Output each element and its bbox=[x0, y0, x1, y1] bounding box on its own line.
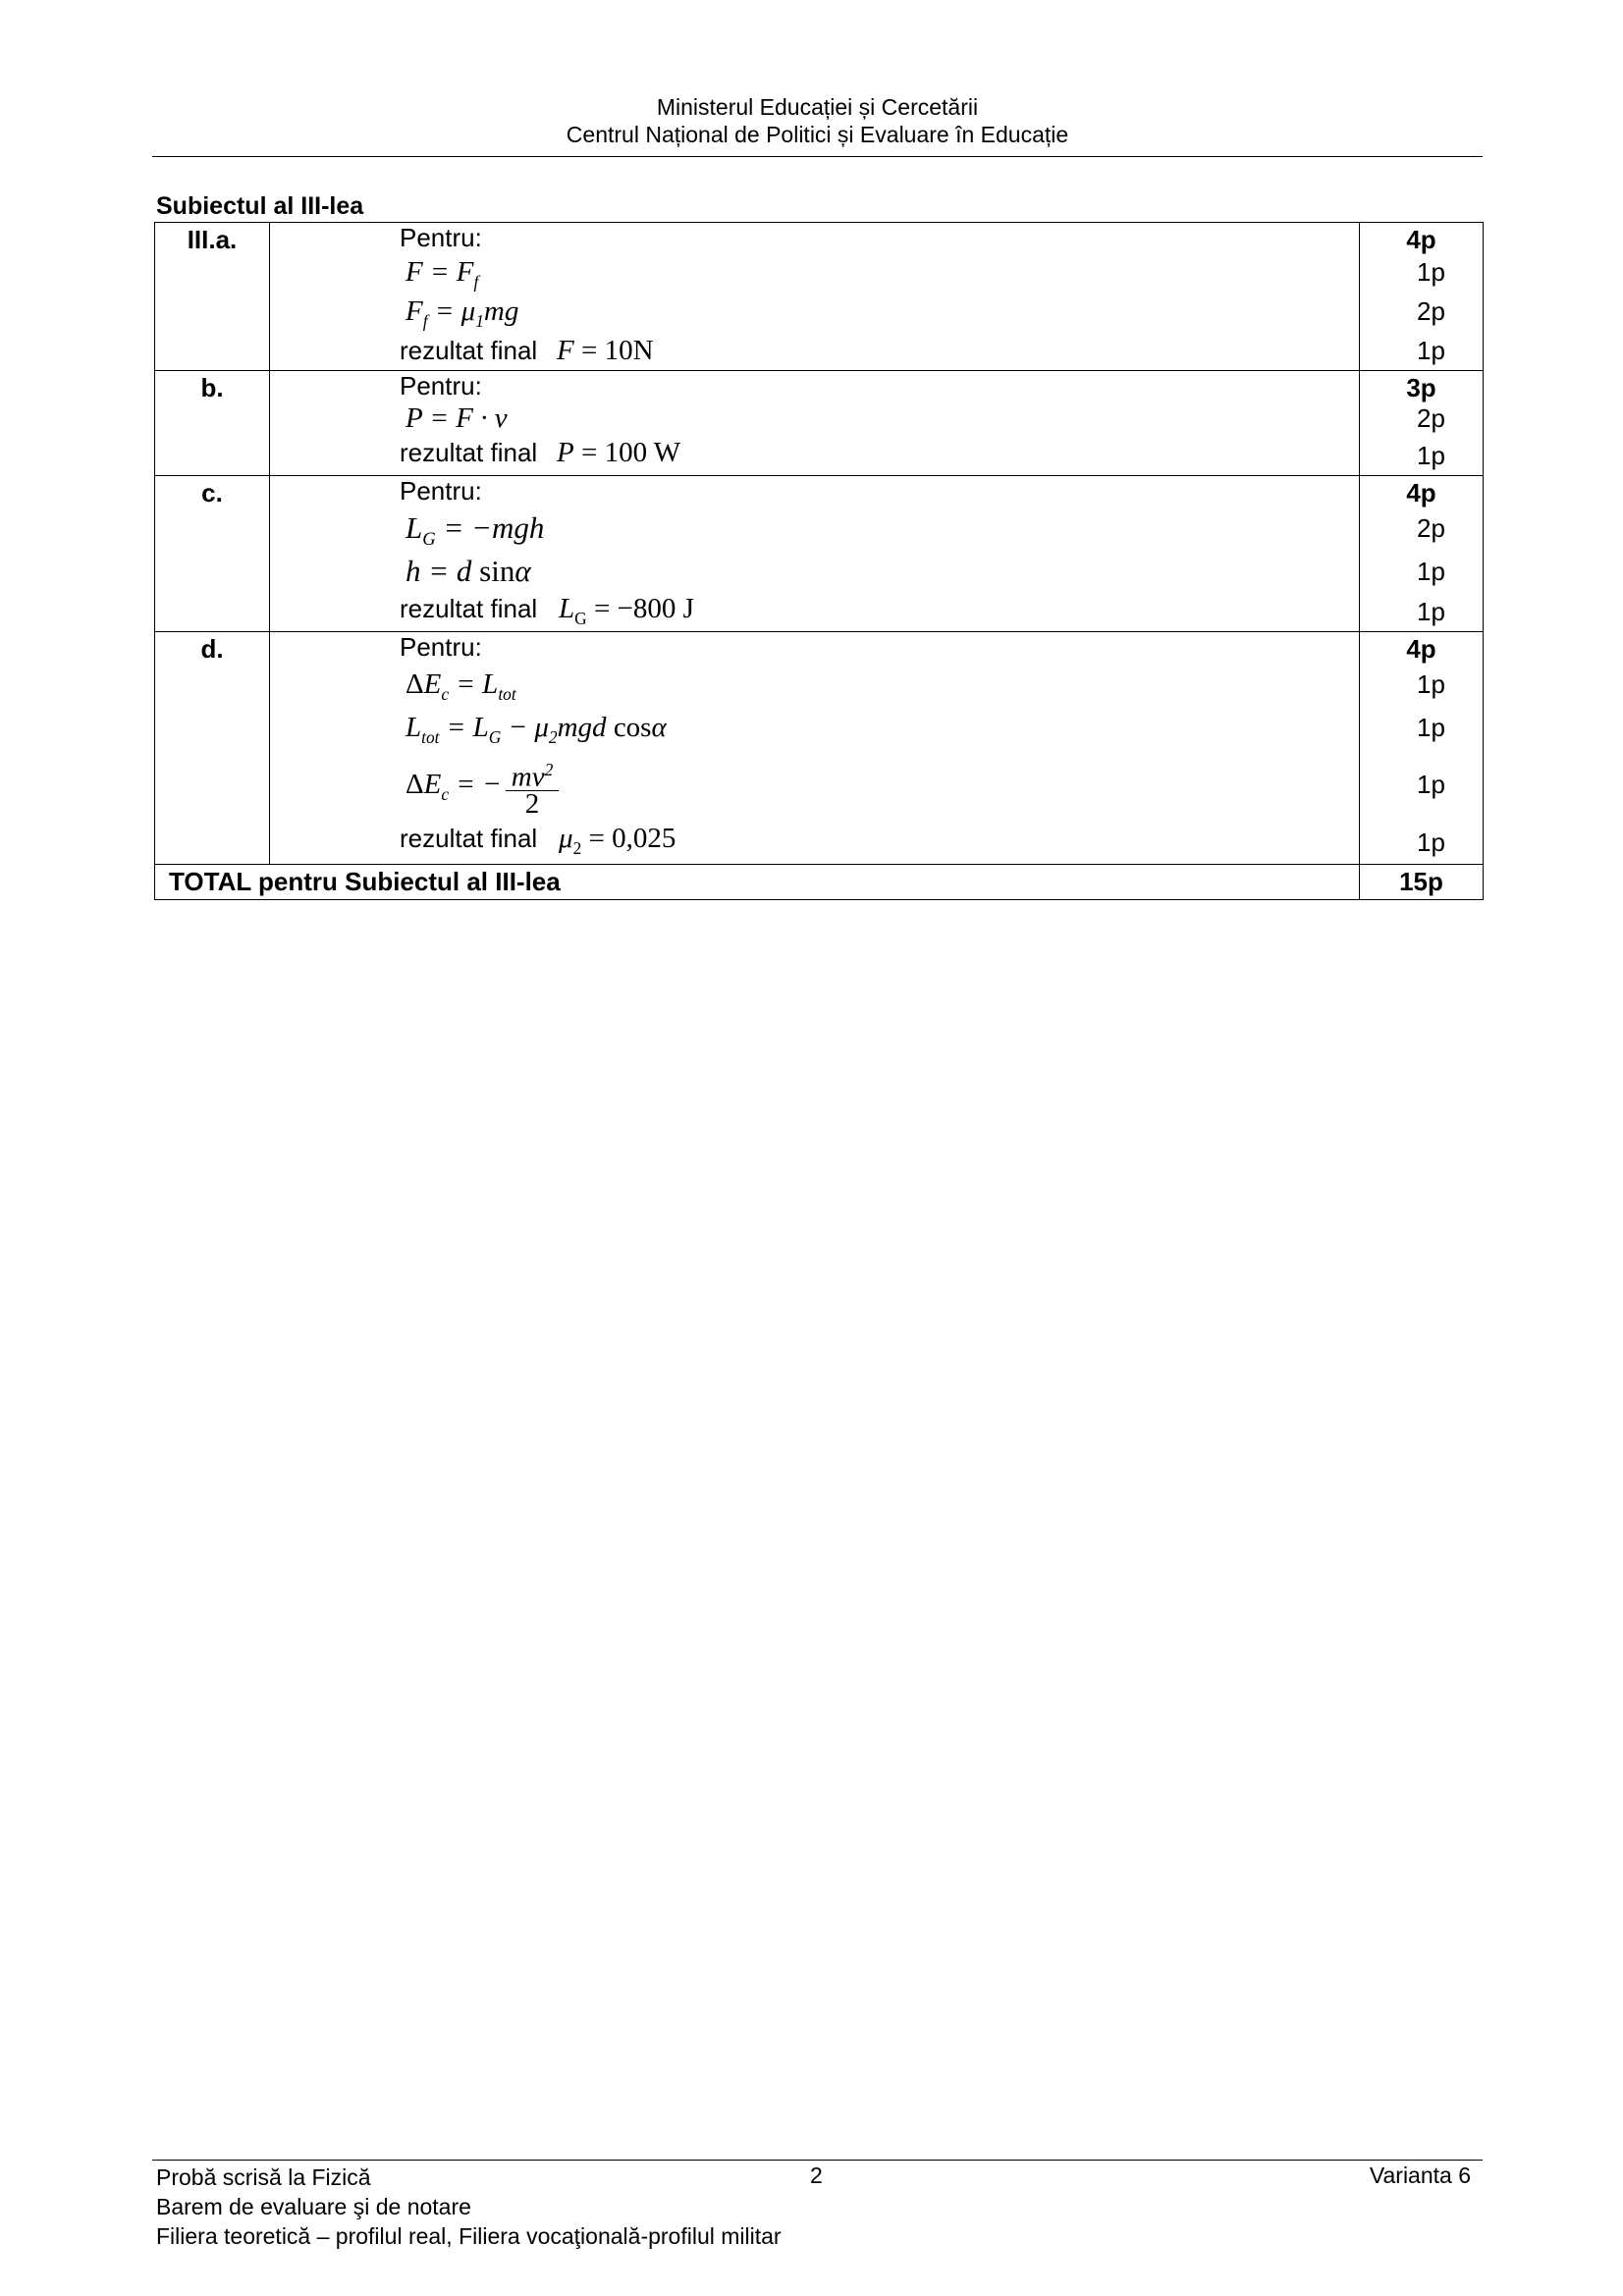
equation: h = d sinα bbox=[406, 554, 531, 588]
row-label: d. bbox=[155, 632, 270, 865]
row-head: Pentru: bbox=[400, 371, 482, 400]
row-head: Pentru: bbox=[400, 476, 482, 506]
equation: $F_f = \mu_1mg$ bbox=[406, 295, 519, 331]
footer-barem: Barem de evaluare şi de notare bbox=[156, 2194, 471, 2219]
result-equation: $L_G = -800$ J bbox=[559, 593, 694, 628]
equation-line bbox=[270, 748, 1445, 821]
result-equation: $\mu_2 = 0,025$ bbox=[559, 823, 676, 858]
variant-label: Varianta 6 bbox=[1369, 2163, 1471, 2188]
equation-line bbox=[270, 662, 1445, 707]
header-ministry: Ministerul Educației și Cercetării bbox=[656, 94, 979, 120]
row-label: c. bbox=[155, 476, 270, 632]
equation-line bbox=[270, 292, 1445, 331]
equation: $\Delta E_c$ = − $\frac{mv^2}{2}$ bbox=[406, 748, 559, 830]
line-points: 2p bbox=[1417, 403, 1445, 433]
result-prefix: rezultat final bbox=[400, 336, 538, 365]
table-row bbox=[155, 223, 1484, 371]
result-line bbox=[270, 436, 1445, 475]
document-footer bbox=[156, 2163, 782, 2251]
row-total-points: 3p bbox=[1360, 371, 1484, 476]
line-points: 2p bbox=[1417, 513, 1445, 543]
result-line bbox=[270, 331, 1445, 370]
row-total-points: 4p bbox=[1360, 632, 1484, 865]
line-points: 1p bbox=[1417, 828, 1445, 857]
line-points: 1p bbox=[1417, 669, 1445, 699]
row-total-points: 4p bbox=[1360, 476, 1484, 632]
table-row bbox=[155, 371, 1484, 476]
footer-track: Filiera teoretică – profilul real, Filiera vocaţională-profilul militar bbox=[156, 2223, 782, 2249]
line-points: 2p bbox=[1417, 296, 1445, 326]
page-number: 2 bbox=[810, 2163, 823, 2188]
result-equation: F = 10N bbox=[557, 335, 654, 366]
header-center: Centrul Național de Politici și Evaluare în Educație bbox=[566, 122, 1069, 147]
table-row bbox=[155, 476, 1484, 632]
equation-line bbox=[270, 506, 1445, 551]
equation-line bbox=[270, 252, 1445, 292]
equation-line bbox=[270, 551, 1445, 590]
equation-line bbox=[270, 707, 1445, 748]
equation: $L_{tot} = L_G - \mu_2mgd$ cosα bbox=[406, 712, 667, 747]
line-points: 1p bbox=[1417, 441, 1445, 470]
row-head: Pentru: bbox=[400, 632, 482, 662]
document-header bbox=[152, 93, 1483, 148]
result-line bbox=[270, 590, 1445, 631]
scoring-table bbox=[154, 222, 1484, 900]
result-prefix: rezultat final bbox=[400, 438, 538, 467]
result-equation: P = 100 W bbox=[557, 437, 681, 468]
result-line bbox=[270, 821, 1445, 864]
header-rule bbox=[152, 156, 1483, 157]
footer-exam: Probă scrisă la Fizică bbox=[156, 2164, 371, 2190]
line-points: 1p bbox=[1417, 336, 1445, 365]
total-points: 15p bbox=[1360, 865, 1484, 900]
equation: $L_G = -mgh$ bbox=[406, 510, 545, 551]
equation: P = F · v bbox=[406, 402, 508, 434]
row-label: b. bbox=[155, 371, 270, 476]
section-title: Subiectul al III-lea bbox=[156, 192, 364, 220]
total-label: TOTAL pentru Subiectul al III-lea bbox=[155, 865, 1360, 900]
result-prefix: rezultat final bbox=[400, 594, 538, 623]
footer-rule bbox=[152, 2160, 1483, 2161]
row-label: III.a. bbox=[155, 223, 270, 371]
line-points: 1p bbox=[1417, 257, 1445, 287]
row-total-points: 4p bbox=[1360, 223, 1484, 371]
line-points: 1p bbox=[1417, 557, 1445, 586]
row-head: Pentru: bbox=[400, 223, 482, 252]
line-points: 1p bbox=[1417, 713, 1445, 742]
table-row bbox=[155, 632, 1484, 865]
equation-line bbox=[270, 400, 1445, 436]
line-points: 1p bbox=[1417, 770, 1445, 799]
result-prefix: rezultat final bbox=[400, 824, 538, 853]
total-row bbox=[155, 865, 1484, 900]
equation: $F = F_f$ bbox=[406, 256, 479, 292]
line-points: 1p bbox=[1417, 597, 1445, 626]
equation: $\Delta E_c = L_{tot}$ bbox=[406, 668, 516, 704]
